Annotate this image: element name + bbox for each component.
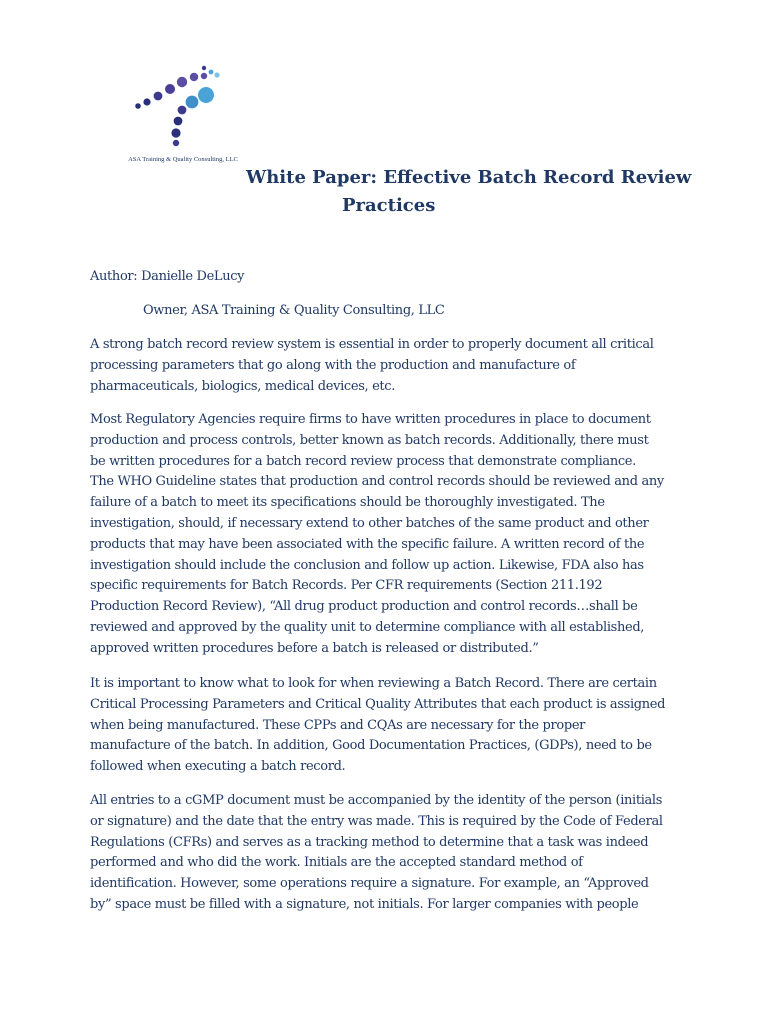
text-line: identification. However, some operations require a signature. For example, an “Approved bbox=[90, 876, 649, 892]
text-line: All entries to a cGMP document must be accompanied by the identity of the person (initials bbox=[90, 793, 663, 808]
text-line: A strong batch record review system is essential in order to properly document all critical bbox=[90, 337, 654, 352]
text-line: products that may have been associated with the specific failure. A written record of the bbox=[90, 536, 645, 552]
text-line: Critical Processing Parameters and Critical Quality Attributes that each product is assigned bbox=[90, 696, 666, 712]
paragraph-1 bbox=[90, 335, 682, 397]
text-line: manufacture of the batch. In addition, Good Documentation Practices, (GDPs), need to be bbox=[90, 738, 652, 754]
text-line: The WHO Guideline states that production and control records should be reviewed and any bbox=[90, 474, 664, 490]
logo-dots-icon bbox=[116, 58, 250, 158]
title-line-1: White Paper: Effective Batch Record Review bbox=[246, 167, 692, 188]
text-line: Production Record Review), “All drug product production and control records…shall be bbox=[90, 599, 638, 615]
text-line: or signature) and the date that the entry was made. This is required by the Code of Federal bbox=[90, 813, 663, 829]
author-line: Author: Danielle DeLucy bbox=[90, 269, 245, 284]
text-line: followed when executing a batch record. bbox=[90, 759, 346, 775]
text-line: approved written procedures before a batch is released or distributed.” bbox=[90, 640, 539, 656]
company-logo bbox=[116, 58, 250, 168]
paragraph-3 bbox=[90, 674, 682, 778]
text-line: investigation should include the conclusion and follow up action. Likewise, FDA also has bbox=[90, 557, 644, 573]
logo-caption: ASA Training & Quality Consulting, LLC bbox=[128, 156, 238, 163]
owner-line: Owner, ASA Training & Quality Consulting, LLC bbox=[143, 303, 445, 318]
text-line: performed and who did the work. Initials are the accepted standard method of bbox=[90, 855, 583, 871]
text-line: investigation, should, if necessary extend to other batches of the same product and other bbox=[90, 515, 649, 531]
text-line: Most Regulatory Agencies require firms to have written procedures in place to document bbox=[90, 412, 651, 427]
text-line: It is important to know what to look for when reviewing a Batch Record. There are certain bbox=[90, 676, 657, 691]
text-line: specific requirements for Batch Records. Per CFR requirements (Section 211.192 bbox=[90, 578, 603, 594]
text-line: reviewed and approved by the quality unit to determine compliance with all established, bbox=[90, 619, 645, 635]
text-line: pharmaceuticals, biologics, medical devices, etc. bbox=[90, 378, 396, 394]
paragraph-4 bbox=[90, 791, 682, 916]
text-line: be written procedures for a batch record review process that demonstrate compliance. bbox=[90, 453, 636, 469]
text-line: when being manufactured. These CPPs and CQAs are necessary for the proper bbox=[90, 717, 586, 733]
title-line-2: Practices bbox=[342, 195, 436, 216]
paragraph-2 bbox=[90, 410, 682, 660]
text-line: by” space must be filled with a signature, not initials. For larger companies with people bbox=[90, 896, 639, 912]
text-line: Regulations (CFRs) and serves as a tracking method to determine that a task was indeed bbox=[90, 834, 649, 850]
text-line: failure of a batch to meet its specifications should be thoroughly investigated. The bbox=[90, 495, 605, 511]
text-line: production and process controls, better known as batch records. Additionally, there must bbox=[90, 432, 649, 448]
page-title bbox=[200, 164, 700, 220]
text-line: processing parameters that go along with the production and manufacture of bbox=[90, 357, 576, 373]
